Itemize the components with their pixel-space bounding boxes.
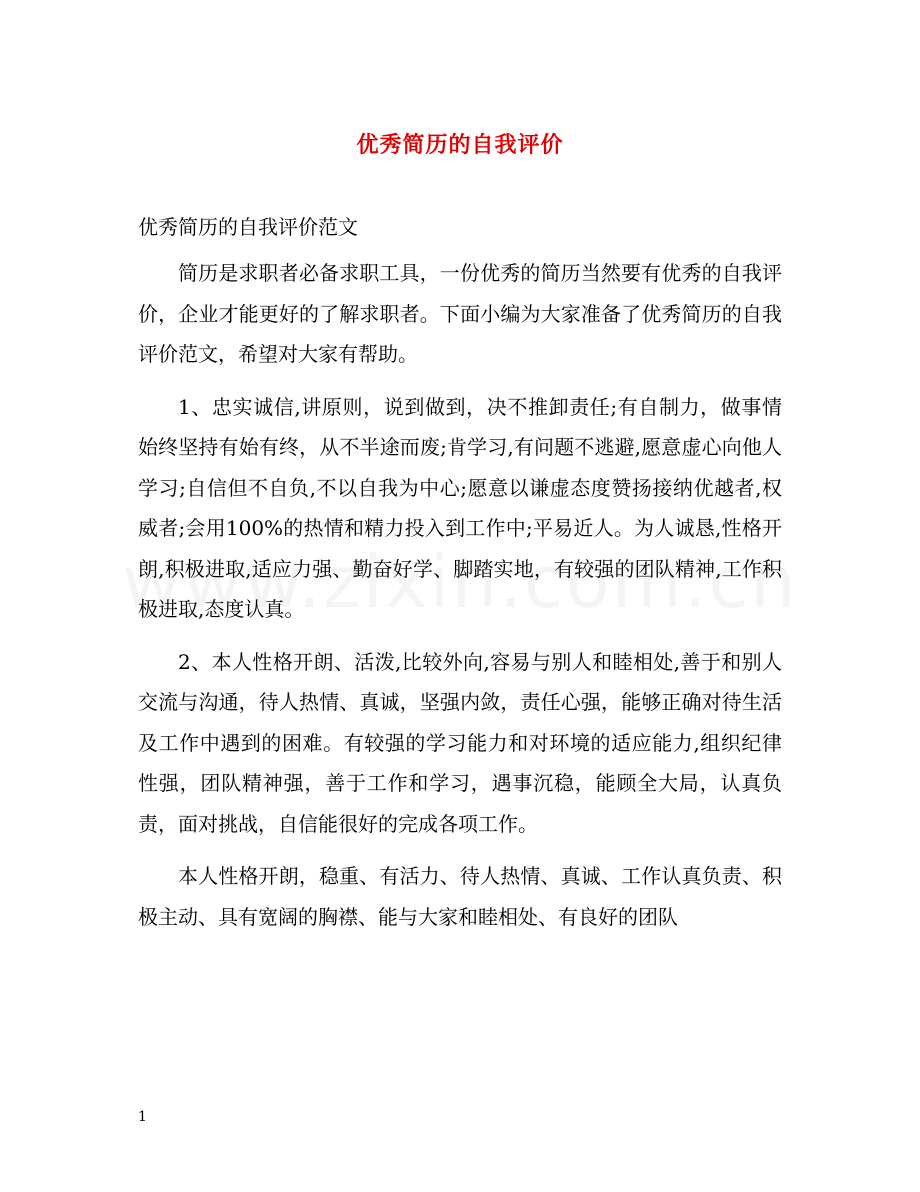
paragraph-item-2: 2、本人性格开朗、活泼,比较外向,容易与别人和睦相处,善于和别人交流与沟通，待人热情、真诚，坚强内敛，责任心强，能够正确对待生活及工作中遇到的困难。有较强的学习能力和对环境的适应能力,组织纪律性强，团队精神强，善于工作和学习，遇事沉稳，能顾全大局，认真负责，面对挑战，自信能很好的完成各项工作。 [138,649,782,836]
document-subtitle: 优秀简历的自我评价范文 [138,215,358,239]
document-body [138,253,782,949]
page-number: 1 [138,1109,147,1125]
paragraph-continuation: 本人性格开朗，稳重、有活力、待人热情、真诚、工作认真负责、积极主动、具有宽阔的胸襟、能与大家和睦相处、有良好的团队 [138,864,782,929]
paragraph-item-1: 1、忠实诚信,讲原则，说到做到，决不推卸责任;有自制力，做事情始终坚持有始有终，从不半途而废;肯学习,有问题不逃避,愿意虚心向他人学习;自信但不自负,不以自我为中心;愿意以谦虚态度赞扬接纳优越者,权威者;会用100%的热情和精力投入到工作中;平易近人。为人诚恳,性格开朗,积极进取,适应力强、勤奋好学、脚踏实地，有较强的团队精神,工作积极进取,态度认真。 [138,394,782,621]
paragraph-intro: 简历是求职者必备求职工具，一份优秀的简历当然要有优秀的自我评价，企业才能更好的了解求职者。下面小编为大家准备了优秀简历的自我评价范文，希望对大家有帮助。 [138,261,782,366]
document-title: 优秀简历的自我评价 [356,132,564,158]
